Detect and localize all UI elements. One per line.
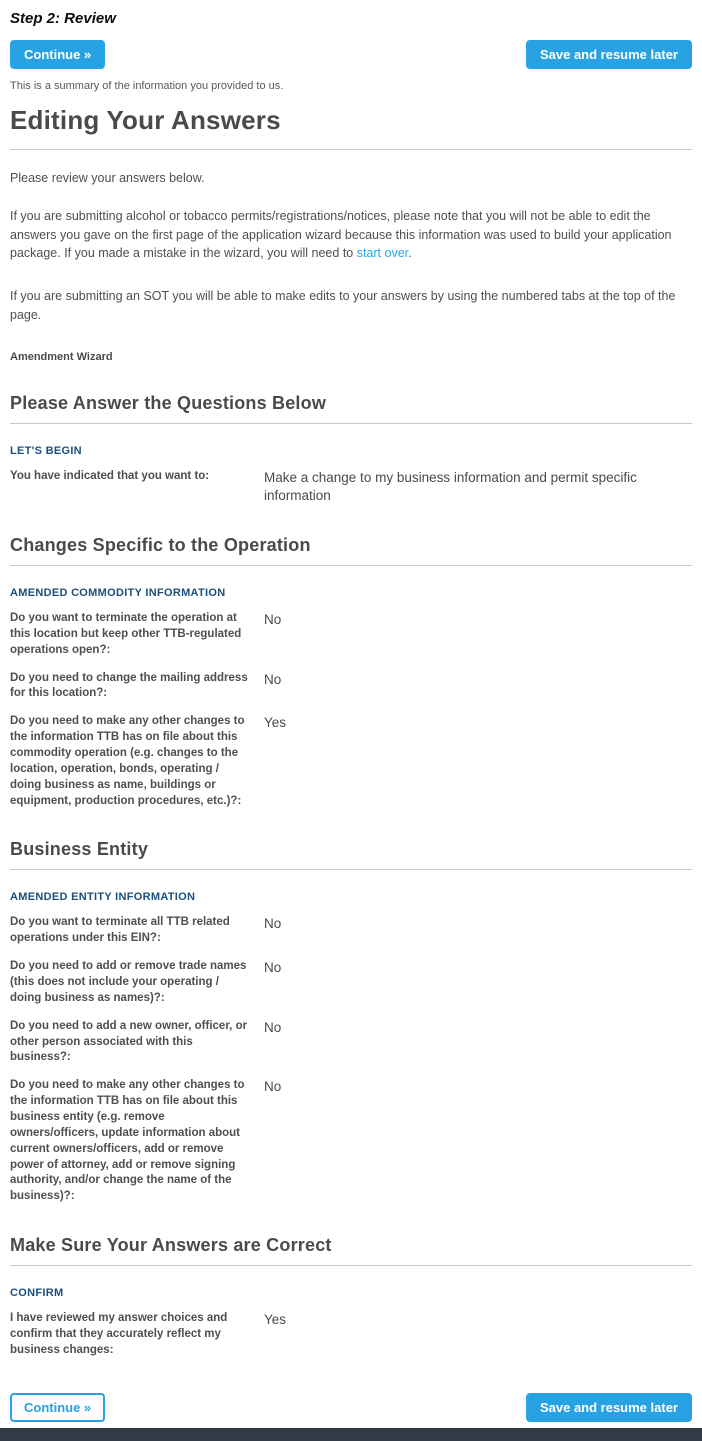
permits-note-text: If you are submitting alcohol or tobacco permits/registrations/notices, please note that you will not be able to edit the answers you gave on the first page of the application wizard because this information was used to build your application package. If you made a mistake in the wizard, you will need to: [10, 208, 672, 261]
continue-button-bottom[interactable]: Continue »: [10, 1393, 105, 1422]
step-indicator: Step 2: Review: [10, 10, 116, 27]
question-label: You have indicated that you want to:: [10, 469, 210, 482]
qa-row: [10, 469, 692, 505]
save-resume-button-bottom[interactable]: Save and resume later: [526, 1393, 692, 1422]
question-label: Do you need to change the mailing address for this location?:: [10, 671, 248, 700]
section-operation-changes: [10, 535, 692, 809]
question-label: Do you want to terminate the operation at this location but keep other TTB-regulated operations open?:: [10, 611, 242, 656]
qa-row: [10, 1078, 692, 1205]
answer-value: Make a change to my business information and permit specific information: [264, 469, 637, 503]
group-heading: CONFIRM: [10, 1287, 64, 1300]
bottom-actions: [10, 1393, 692, 1422]
question-label: Do you need to make any other changes to the information TTB has on file about this commodity operation (e.g. changes to the location, operation, bonds, operating / doing business as name, buildings or equipment, production procedures, etc.)?:: [10, 715, 245, 807]
answer-value: Yes: [264, 715, 287, 731]
answer-value: No: [264, 671, 282, 687]
qa-row: [10, 714, 692, 809]
top-actions: [10, 40, 692, 69]
qa-row: [10, 611, 692, 659]
section-divider: [10, 423, 692, 424]
continue-button-top[interactable]: Continue »: [10, 40, 105, 69]
answer-value: No: [264, 1019, 282, 1035]
title-divider: [10, 149, 692, 150]
question-label: Do you want to terminate all TTB related operations under this EIN?:: [10, 916, 230, 945]
permits-note-period: .: [408, 246, 412, 261]
qa-row: [10, 959, 692, 1007]
question-label: I have reviewed my answer choices and confirm that they accurately reflect my business changes:: [10, 1312, 228, 1356]
section-heading: Make Sure Your Answers are Correct: [10, 1235, 332, 1256]
question-label: Do you need to add a new owner, officer, or other person associated with this business?:: [10, 1019, 248, 1064]
wizard-label: Amendment Wizard: [10, 350, 113, 363]
section-lets-begin: [10, 393, 692, 505]
answer-value: Yes: [264, 1312, 287, 1328]
page-title: Editing Your Answers: [10, 105, 281, 135]
qa-row: [10, 1311, 692, 1359]
sot-note: If you are submitting an SOT you will be able to make edits to your answers by using the numbered tabs at the top of the page.: [10, 289, 676, 322]
permits-note: [10, 207, 692, 263]
section-divider: [10, 565, 692, 566]
qa-row: [10, 1019, 692, 1067]
section-divider: [10, 1265, 692, 1266]
section-confirm: [10, 1235, 692, 1359]
save-resume-button-top[interactable]: Save and resume later: [526, 40, 692, 69]
question-label: Do you need to make any other changes to the information TTB has on file about this business entity (e.g. remove owners/officers, update information about current owners/officers, add or remove power of attorney, add or remove signing authority, and/or change the name of the business)?:: [10, 1079, 245, 1203]
section-business-entity: [10, 839, 692, 1205]
group-heading: AMENDED ENTITY INFORMATION: [10, 891, 196, 904]
group-heading: AMENDED COMMODITY INFORMATION: [10, 586, 226, 599]
answer-value: No: [264, 1079, 282, 1095]
footer-bar: [0, 1428, 702, 1441]
summary-note: This is a summary of the information you provided to us.: [10, 80, 284, 92]
answer-value: No: [264, 916, 282, 932]
section-divider: [10, 869, 692, 870]
review-instruction: Please review your answers below.: [10, 171, 205, 185]
start-over-link[interactable]: start over: [356, 246, 409, 261]
group-heading: LET'S BEGIN: [10, 444, 82, 457]
qa-row: [10, 915, 692, 947]
qa-row: [10, 671, 692, 703]
answer-value: No: [264, 611, 282, 627]
section-heading: Business Entity: [10, 839, 149, 860]
answer-value: No: [264, 960, 282, 976]
section-heading: Please Answer the Questions Below: [10, 392, 327, 413]
section-heading: Changes Specific to the Operation: [10, 534, 311, 555]
question-label: Do you need to add or remove trade names (this does not include your operating / doing business as names)?:: [10, 960, 247, 1004]
